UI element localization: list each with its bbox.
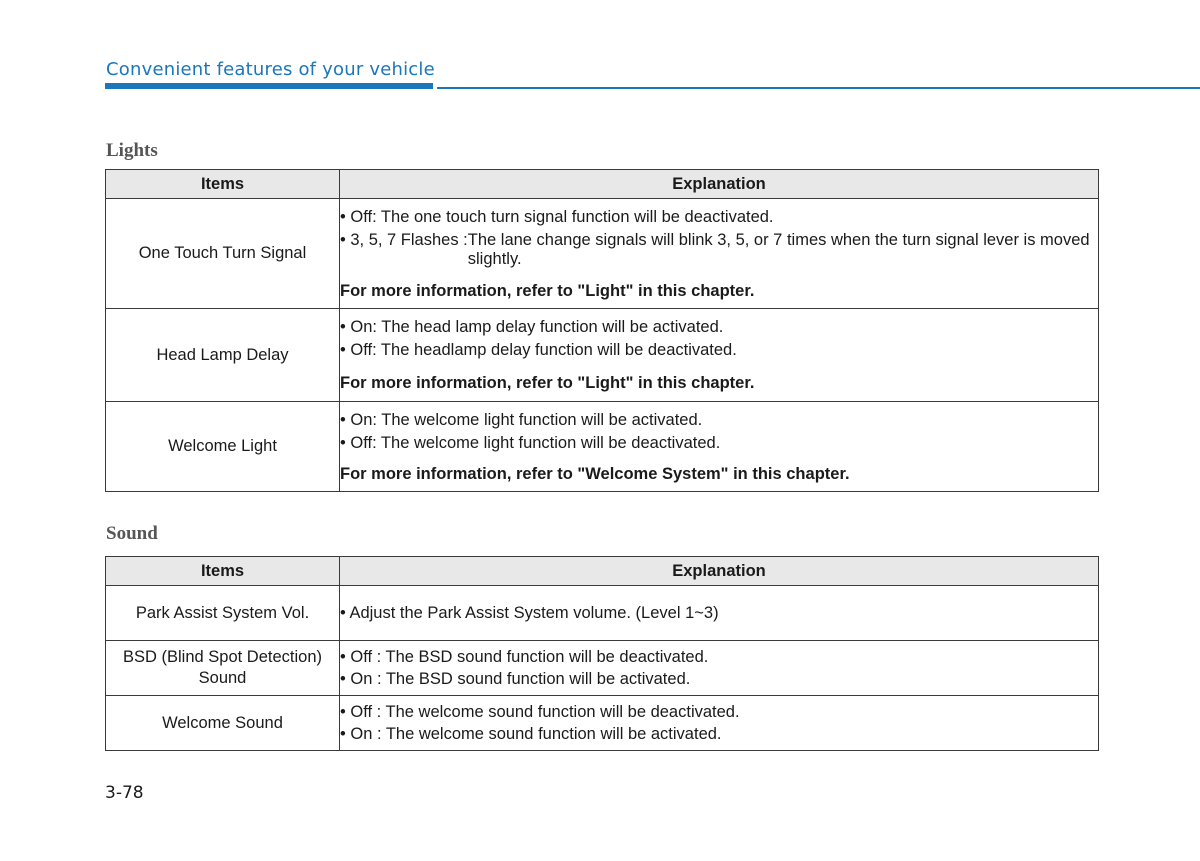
item-head-lamp-delay: Head Lamp Delay (106, 309, 340, 402)
header-rule-thin (437, 87, 1200, 89)
table-row (106, 309, 1099, 402)
bullet-text: • Off : The welcome sound function will be deactivated. (340, 702, 740, 721)
item-welcome-light: Welcome Light (106, 402, 340, 492)
bullet-lead: • 3, 5, 7 Flashes : (340, 230, 468, 249)
more-info-text: For more information, refer to "Welcome System" in this chapter. (340, 464, 850, 483)
more-info-text: For more information, refer to "Light" in this chapter. (340, 281, 755, 300)
table-row (106, 641, 1099, 696)
lights-section-title: Lights (106, 140, 158, 161)
item-welcome-sound: Welcome Sound (106, 696, 340, 751)
header-rule-thick (105, 83, 433, 89)
explanation-cell (340, 309, 1099, 402)
column-header-items: Items (106, 557, 340, 586)
bullet-text: • Off: The headlamp delay function will be deactivated. (340, 341, 737, 359)
header-title: Convenient features of your vehicle (106, 59, 435, 80)
item-bsd-sound (106, 641, 340, 696)
bullet-text: • Off: The welcome light function will be deactivated. (340, 433, 721, 452)
bullet-text (340, 231, 1098, 269)
item-bsd-sound-line-2: Sound (198, 669, 247, 687)
item-park-assist-system-vol: Park Assist System Vol. (106, 586, 340, 641)
column-header-items: Items (106, 170, 340, 199)
table-header-row (106, 170, 1099, 199)
bullet-text: • On : The welcome sound function will be activated. (340, 724, 722, 743)
table-header-row (106, 557, 1099, 586)
explanation-cell (340, 586, 1099, 641)
bullet-text: • Off: The one touch turn signal function will be deactivated. (340, 207, 774, 226)
sound-section-title: Sound (106, 523, 158, 544)
explanation-cell (340, 641, 1099, 696)
explanation-cell (340, 696, 1099, 751)
bullet-text: • On : The BSD sound function will be activated. (340, 669, 691, 688)
more-info-text: For more information, refer to "Light" in this chapter. (340, 374, 755, 392)
lights-table (105, 169, 1099, 492)
column-header-explanation: Explanation (340, 170, 1099, 199)
table-row (106, 402, 1099, 492)
table-row (106, 696, 1099, 751)
explanation-cell (340, 199, 1099, 309)
table-row (106, 586, 1099, 641)
bullet-text: • Off : The BSD sound function will be deactivated. (340, 647, 709, 666)
column-header-explanation: Explanation (340, 557, 1099, 586)
bullet-text: • On: The head lamp delay function will be activated. (340, 318, 724, 336)
table-row (106, 199, 1099, 309)
item-bsd-sound-line-1: BSD (Blind Spot Detection) (122, 648, 322, 666)
item-one-touch-turn-signal: One Touch Turn Signal (106, 199, 340, 309)
sound-table (105, 556, 1099, 751)
bullet-text: • Adjust the Park Assist System volume. (Level 1~3) (340, 603, 719, 622)
page-number: 3-78 (105, 783, 144, 803)
bullet-text: • On: The welcome light function will be activated. (340, 410, 703, 429)
bullet-rest: The lane change signals will blink 3, 5, or 7 times when the turn signal lever is moved slightly. (467, 230, 1090, 268)
explanation-cell (340, 402, 1099, 492)
